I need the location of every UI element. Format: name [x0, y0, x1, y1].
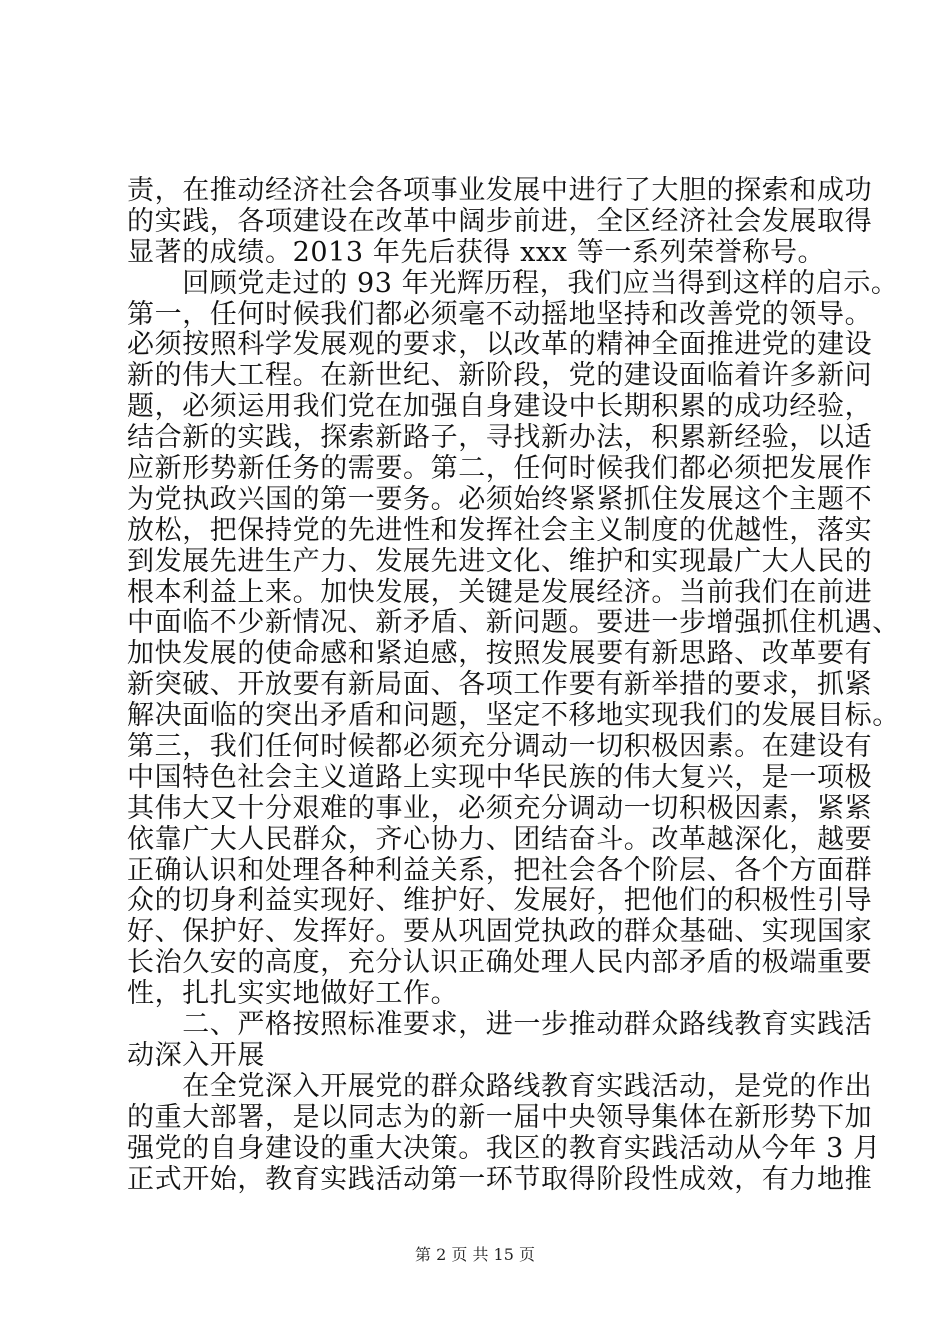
text-line: 中国特色社会主义道路上实现中华民族的伟大复兴，是一项极	[127, 761, 873, 793]
text-line: 正式开始，教育实践活动第一环节取得阶段性成效，有力地推	[127, 1163, 873, 1195]
text-line: 第三，我们任何时候都必须充分调动一切积极因素。在建设有	[127, 731, 873, 763]
text-line: 其伟大又十分艰难的事业，必须充分调动一切积极因素，紧紧	[127, 792, 873, 824]
text-line: 中面临不少新情况、新矛盾、新问题。要进一步增强抓住机遇、	[127, 607, 900, 639]
text-line: 解决面临的突出矛盾和问题，坚定不移地实现我们的发展目标。	[127, 700, 900, 732]
text-line: 强党的自身建设的重大决策。我区的教育实践活动从今年 3 月	[127, 1132, 881, 1164]
text-line: 在全党深入开展党的群众路线教育实践活动，是党的作出	[127, 1070, 873, 1102]
text-line: 回顾党走过的 93 年光辉历程，我们应当得到这样的启示。	[127, 267, 899, 299]
text-line: 到发展先进生产力、发展先进文化、维护和实现最广大人民的	[127, 545, 873, 577]
text-line: 众的切身利益实现好、维护好、发展好，把他们的积极性引导	[127, 885, 873, 917]
text-line: 应新形势新任务的需要。第二，任何时候我们都必须把发展作	[127, 453, 873, 485]
text-line: 责，在推动经济社会各项事业发展中进行了大胆的探索和成功	[127, 175, 873, 206]
text-line: 的实践，各项建设在改革中阔步前进，全区经济社会发展取得	[127, 205, 873, 237]
text-line: 结合新的实践，探索新路子，寻找新办法，积累新经验，以适	[127, 422, 873, 454]
text-line: 的重大部署，是以同志为的新一届中央领导集体在新形势下加	[127, 1101, 873, 1133]
text-line: 第一，任何时候我们都必须毫不动摇地坚持和改善党的领导。	[127, 298, 873, 330]
text-line: 显著的成绩。2013 年先后获得 xxx 等一系列荣誉称号。	[127, 236, 826, 268]
text-line: 动深入开展	[127, 1039, 265, 1071]
text-line: 新的伟大工程。在新世纪、新阶段，党的建设面临着许多新问	[127, 360, 873, 392]
text-line: 性，扎扎实实地做好工作。	[127, 978, 459, 1010]
text-line: 新突破、开放要有新局面、各项工作要有新举措的要求，抓紧	[127, 669, 873, 701]
text-line: 好、保护好、发挥好。要从巩固党执政的群众基础、实现国家	[127, 916, 873, 948]
body-text	[127, 175, 900, 1195]
text-line: 加快发展的使命感和紧迫感，按照发展要有新思路、改革要有	[127, 638, 873, 670]
text-line: 根本利益上来。加快发展，关键是发展经济。当前我们在前进	[127, 576, 873, 608]
page-footer: 第 2 页 共 15 页	[415, 1245, 535, 1264]
text-line: 二、严格按照标准要求，进一步推动群众路线教育实践活	[127, 1009, 873, 1041]
text-line: 依靠广大人民群众，齐心协力、团结奋斗。改革越深化，越要	[127, 823, 873, 855]
text-line: 为党执政兴国的第一要务。必须始终紧紧抓住发展这个主题不	[127, 483, 873, 515]
text-line: 长治久安的高度，充分认识正确处理人民内部矛盾的极端重要	[127, 947, 873, 979]
text-line: 必须按照科学发展观的要求，以改革的精神全面推进党的建设	[127, 329, 873, 361]
text-line: 放松，把保持党的先进性和发挥社会主义制度的优越性，落实	[127, 514, 873, 546]
text-line: 题，必须运用我们党在加强自身建设中长期积累的成功经验，	[127, 391, 873, 423]
text-line: 正确认识和处理各种利益关系，把社会各个阶层、各个方面群	[127, 854, 873, 886]
